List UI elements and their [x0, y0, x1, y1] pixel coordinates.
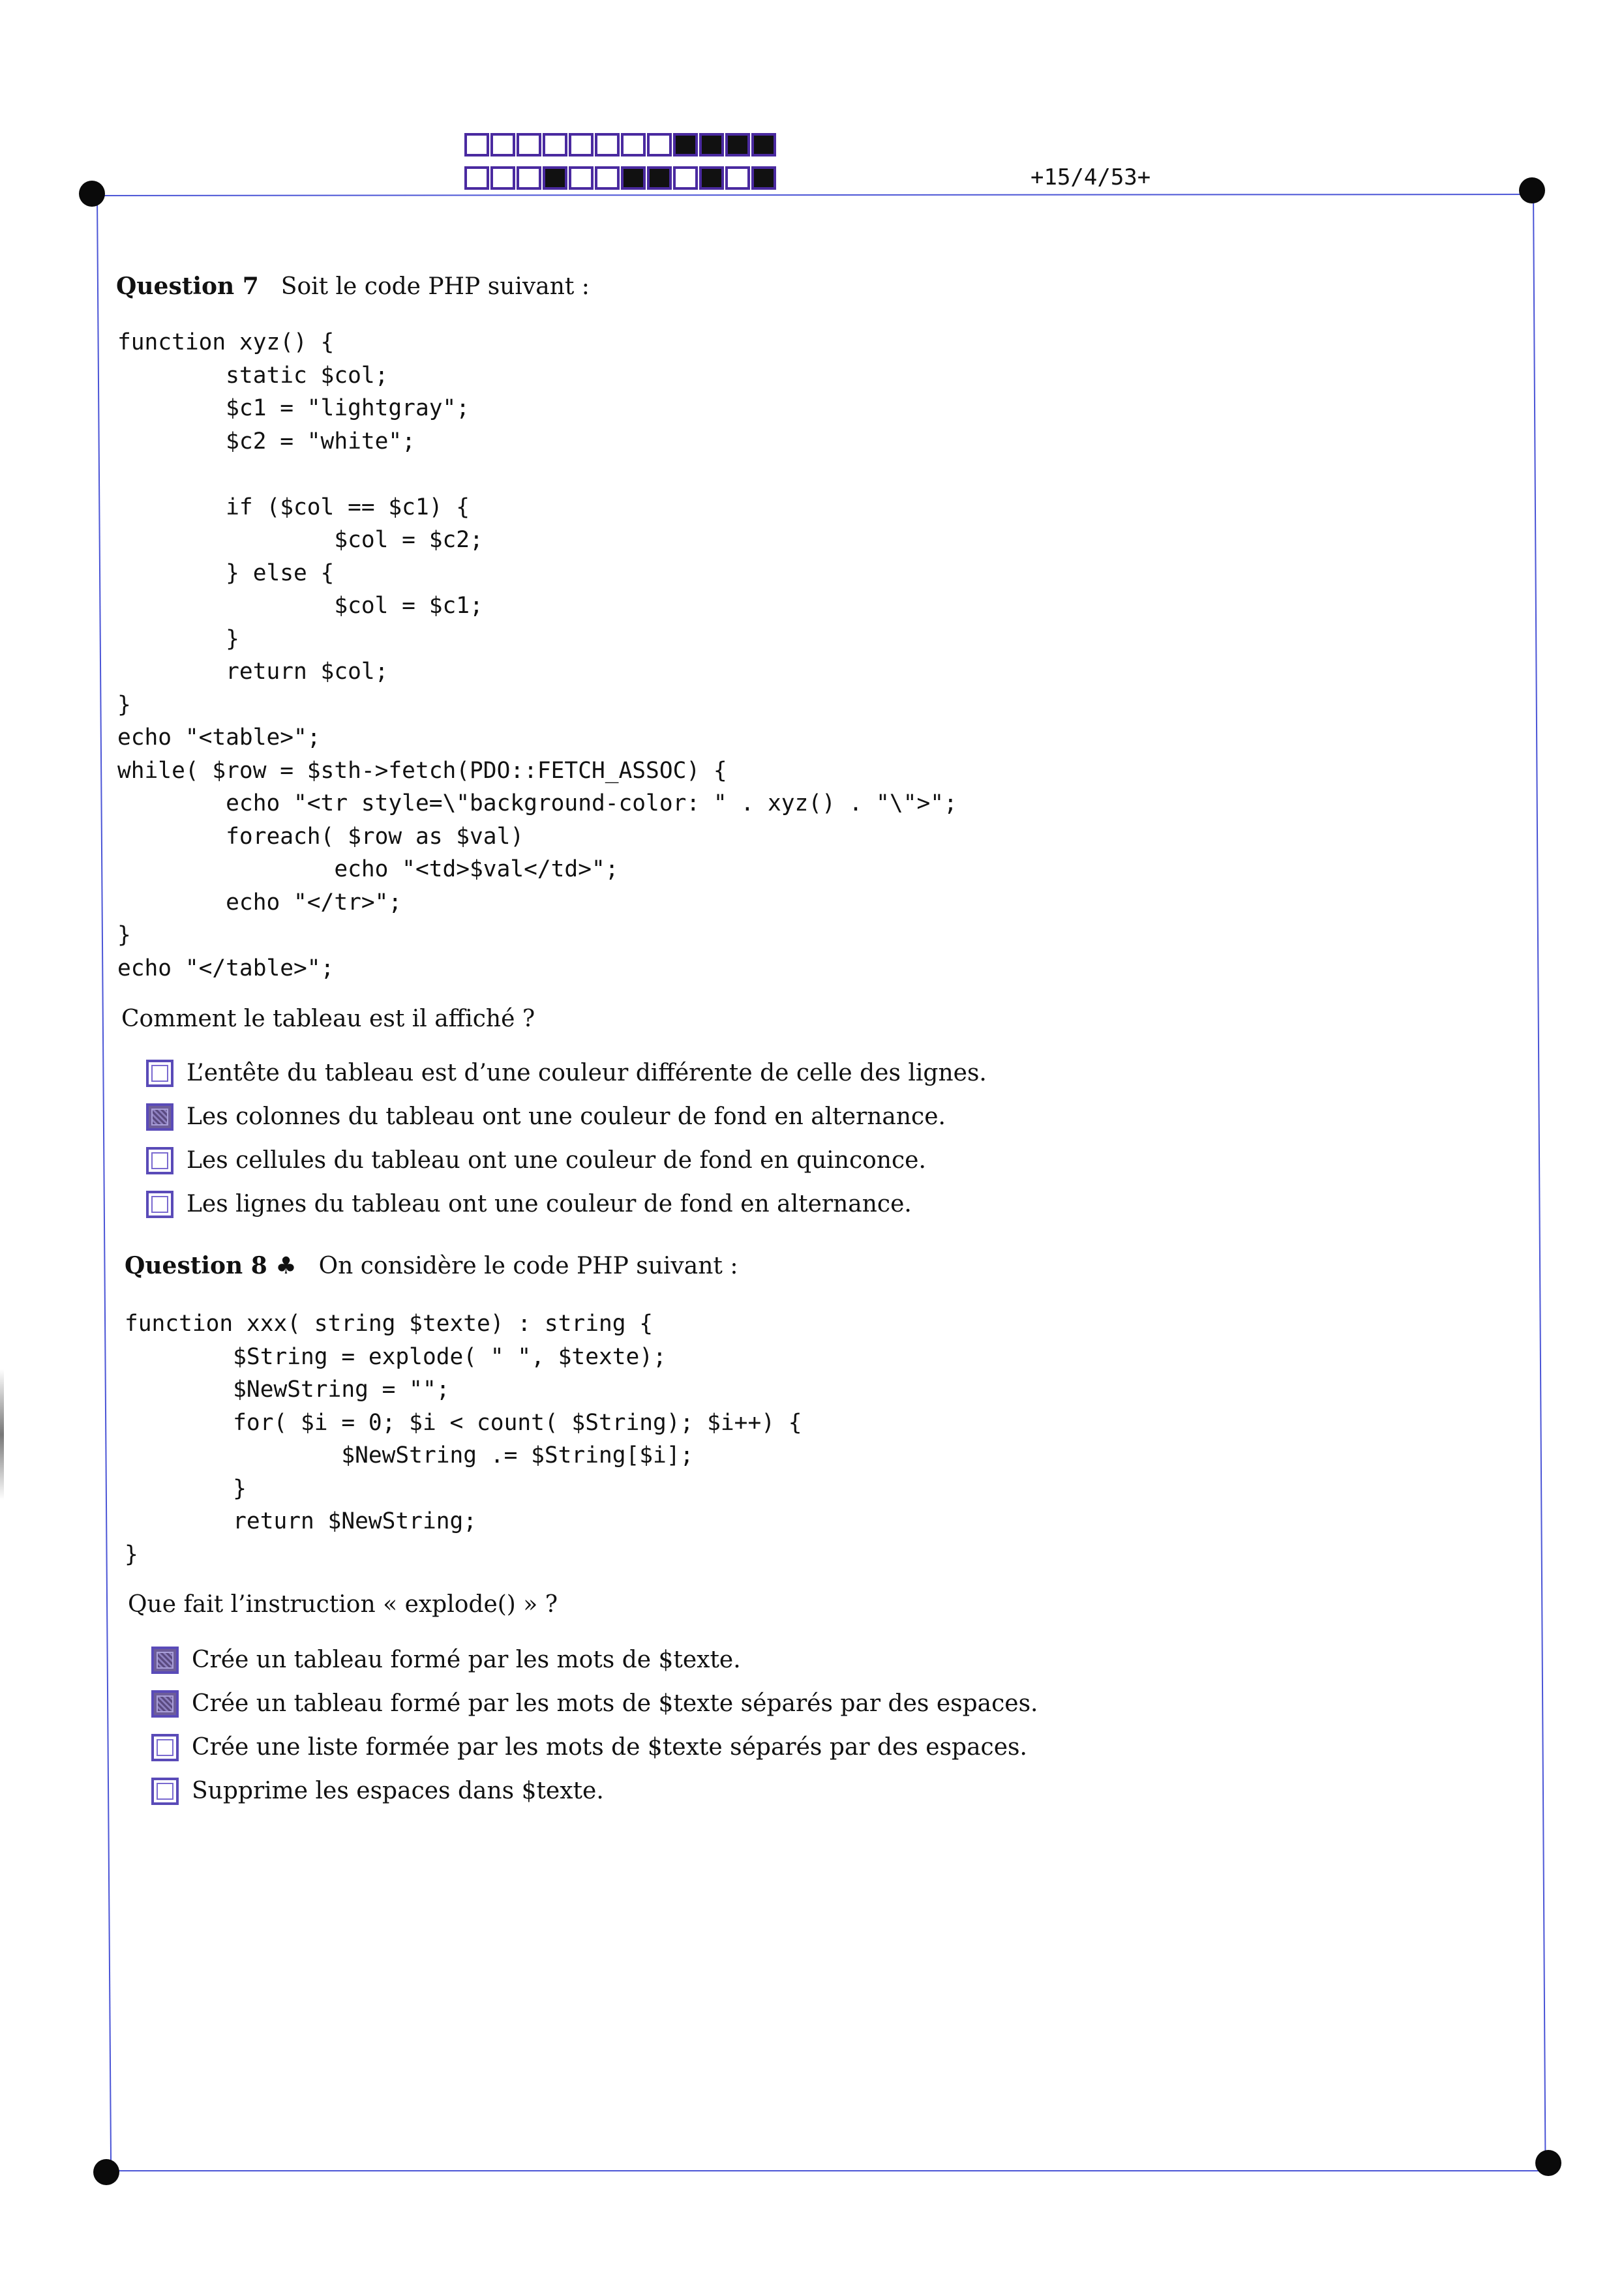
- barcode-cell: [595, 166, 620, 190]
- choice-label: Crée un tableau formé par les mots de $texte séparés par des espaces.: [192, 1690, 1038, 1717]
- barcode-cell: [699, 133, 724, 157]
- choice-label: Supprime les espaces dans $texte.: [192, 1778, 604, 1804]
- barcode-cell: [751, 166, 776, 190]
- q7-choice: [146, 1182, 987, 1226]
- corner-mark-top-left: [79, 181, 105, 207]
- q8-choice: [151, 1682, 1038, 1725]
- q7-choice: [146, 1139, 987, 1182]
- question-8-number: [125, 1252, 297, 1279]
- choice-label: Les colonnes du tableau ont une couleur de fond en alternance.: [187, 1103, 946, 1130]
- question-7-prompt: Comment le tableau est il affiché ?: [121, 1006, 535, 1032]
- barcode-cell: [595, 133, 620, 157]
- checkbox-q7-a[interactable]: [146, 1060, 173, 1087]
- barcode-cell: [569, 133, 594, 157]
- barcode-cell: [699, 166, 724, 190]
- question-8-number-text: Question 8: [125, 1252, 267, 1279]
- barcode-cell: [464, 166, 489, 190]
- checkbox-q7-d[interactable]: [146, 1191, 173, 1218]
- frame-top-line: [93, 194, 1533, 196]
- barcode-cell: [725, 133, 750, 157]
- barcode-cell: [517, 166, 541, 190]
- barcode-cell: [725, 166, 750, 190]
- barcode-cell: [647, 166, 672, 190]
- question-7-intro: Soit le code PHP suivant :: [280, 273, 590, 300]
- checkbox-q8-d[interactable]: [151, 1778, 179, 1805]
- checkbox-q7-c[interactable]: [146, 1147, 173, 1174]
- choice-label: Les cellules du tableau ont une couleur de fond en quinconce.: [187, 1147, 926, 1174]
- choice-label: Crée un tableau formé par les mots de $texte.: [192, 1647, 741, 1673]
- question-7-code: function xyz() { static $col; $c1 = "lightgray"; $c2 = "white"; if ($col == $c1) { $col = $c2; } else { $col = $c1; } return $col; } echo "<table>"; while( $row = $sth->fetch(PDO::FETCH_ASSOC) { echo "<tr style=\"background-color: " . xyz() . "\">"; foreach( $row as $val) echo "<td>$val</td>"; echo "</tr>"; } echo "</table>";: [117, 329, 957, 981]
- barcode-cell: [569, 166, 594, 190]
- choice-label: Les lignes du tableau ont une couleur de fond en alternance.: [187, 1191, 912, 1217]
- checkbox-q8-c[interactable]: [151, 1734, 179, 1761]
- checkbox-q8-a[interactable]: [151, 1647, 179, 1674]
- barcode-row-bottom: [464, 166, 776, 190]
- barcode-cell: [621, 166, 646, 190]
- question-7-number: Question 7: [116, 273, 259, 300]
- question-8-code: function xxx( string $texte) : string { $String = explode( " ", $texte); $NewString = ""; for( $i = 0; $i < count( $String); $i++) { $NewString .= $String[$i]; } return $NewString; }: [125, 1311, 802, 1568]
- question-8-intro: On considère le code PHP suivant :: [318, 1253, 738, 1279]
- frame-left-line: [97, 196, 112, 2171]
- choice-label: L’entête du tableau est d’une couleur différente de celle des lignes.: [187, 1060, 987, 1086]
- barcode-cell: [543, 166, 567, 190]
- scan-edge-mark: [0, 1369, 4, 1500]
- question-8-prompt: Que fait l’instruction « explode() » ?: [128, 1591, 558, 1618]
- page-id: +15/4/53+: [1030, 164, 1151, 190]
- question-8-header: [125, 1252, 738, 1279]
- q8-choice: [151, 1769, 1038, 1813]
- barcode-cell: [543, 133, 567, 157]
- choice-label: Crée une liste formée par les mots de $texte séparés par des espaces.: [192, 1734, 1027, 1761]
- corner-mark-top-right: [1519, 177, 1545, 203]
- corner-mark-bottom-right: [1535, 2150, 1561, 2176]
- barcode-cell: [751, 133, 776, 157]
- barcode-cell: [490, 133, 515, 157]
- question-8-choices: [151, 1638, 1038, 1813]
- q7-choice: [146, 1051, 987, 1095]
- q8-choice: [151, 1638, 1038, 1682]
- frame-right-line: [1533, 192, 1546, 2171]
- barcode-cell: [517, 133, 541, 157]
- question-7-choices: [146, 1051, 987, 1226]
- checkbox-q7-b[interactable]: [146, 1103, 173, 1131]
- frame-bottom-line: [107, 2170, 1548, 2171]
- q8-choice: [151, 1725, 1038, 1769]
- barcode-cell: [673, 133, 698, 157]
- barcode-cell: [621, 133, 646, 157]
- barcode-row-top: [464, 133, 776, 157]
- q7-choice: [146, 1095, 987, 1139]
- corner-mark-bottom-left: [93, 2159, 119, 2185]
- checkbox-q8-b[interactable]: [151, 1690, 179, 1718]
- barcode-cell: [490, 166, 515, 190]
- club-icon: ♣: [275, 1252, 297, 1279]
- barcode-cell: [673, 166, 698, 190]
- barcode-cell: [647, 133, 672, 157]
- barcode-cell: [464, 133, 489, 157]
- question-7-header: [116, 273, 590, 300]
